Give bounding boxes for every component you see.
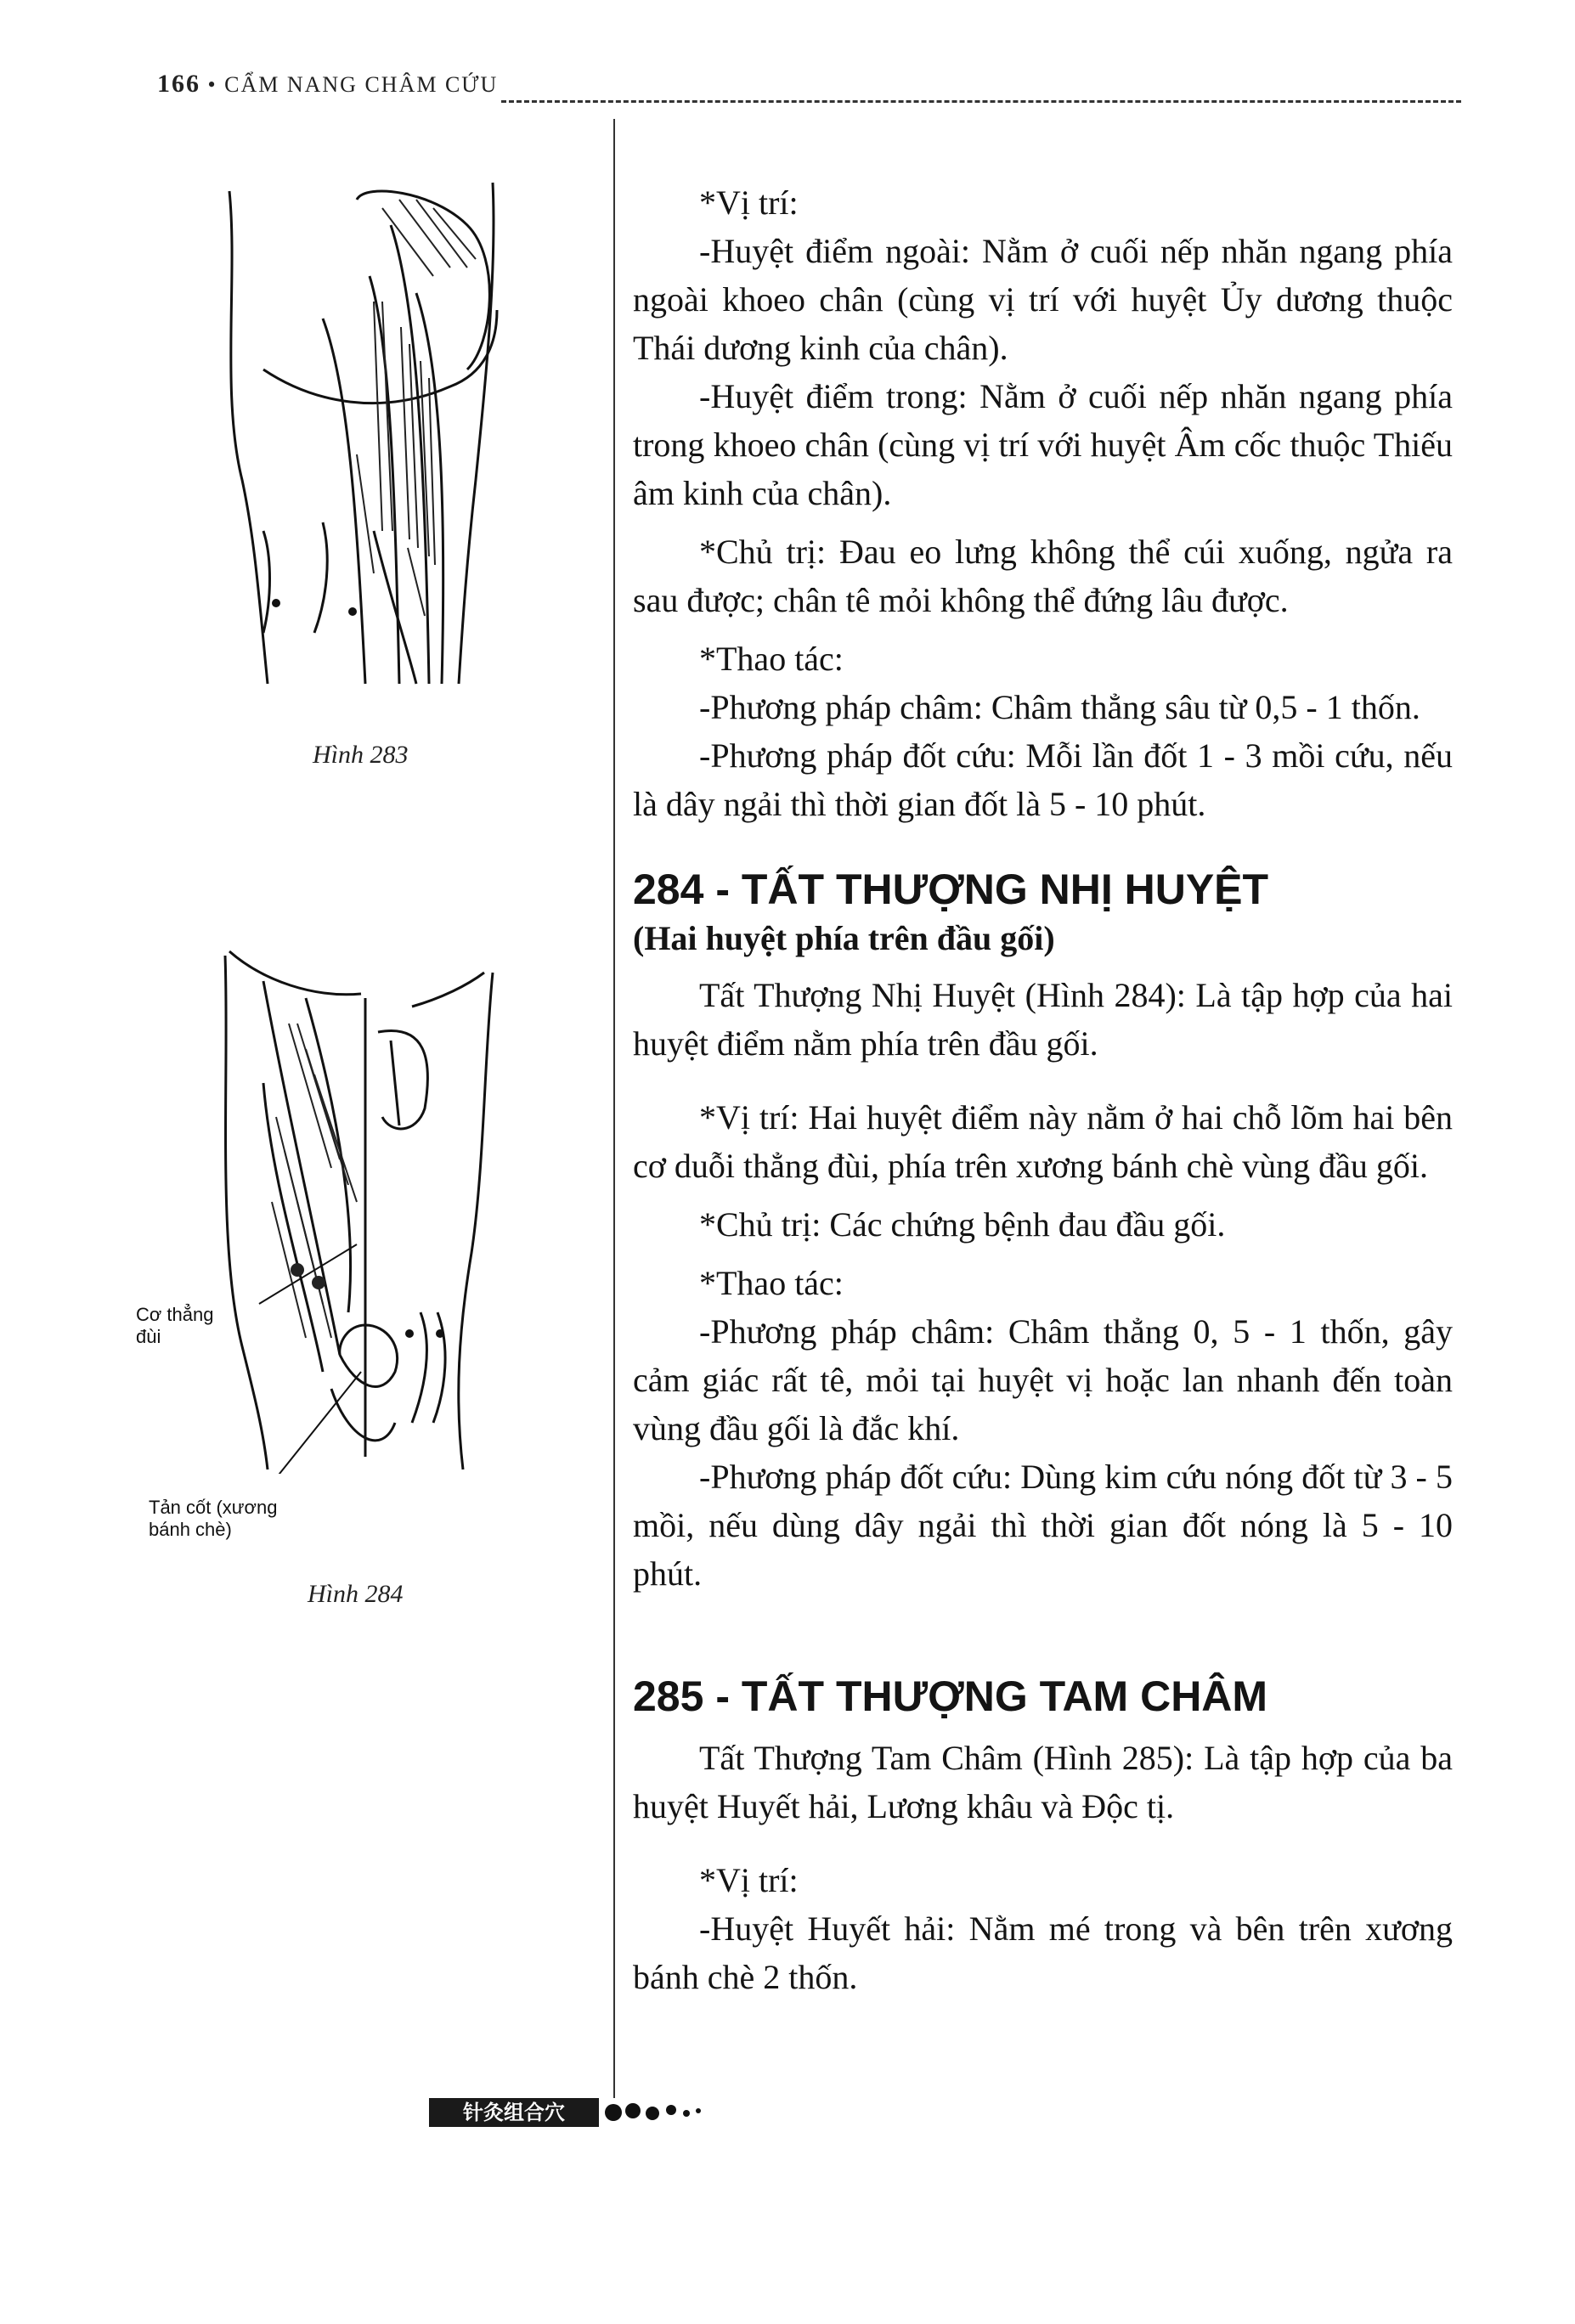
section-284-heading: 284 - TẤT THƯỢNG NHỊ HUYỆT — [633, 866, 1269, 913]
figure-284-label-muscle: Cơ thẳng đùi — [136, 1304, 214, 1347]
paragraph-phuong-phap-dot-cuu: -Phương pháp đốt cứu: Mỗi lần đốt 1 - 3 mồi cứu, nếu là dây ngải thì thời gian đốt là 5 - 10 phút. — [633, 736, 1453, 823]
paragraph-284-thao-tac: *Thao tác: — [699, 1264, 844, 1302]
section-285 — [633, 1669, 1453, 2001]
running-title: • CẨM NANG CHÂM CỨU — [207, 72, 499, 97]
figure-284-caption: Hình 284 — [308, 1580, 404, 1608]
paragraph-284-phuong-phap-dot-cuu: -Phương pháp đốt cứu: Dùng kim cứu nóng đốt từ 3 - 5 mồi, nếu dùng dây ngải thì thời gian đốt nóng là 5 - 10 phút. — [633, 1458, 1453, 1593]
paragraph-huyet-diem-trong: -Huyệt điểm trong: Nằm ở cuối nếp nhăn ngang phía trong khoeo chân (cùng vị trí với huyệt Âm cốc thuộc Thiếu âm kinh của chân). — [633, 377, 1453, 512]
paragraph-285-huyet-hai: -Huyệt Huyết hải: Nằm mé trong và bên trên xương bánh chè 2 thốn. — [633, 1909, 1453, 1996]
figure-283-caption: Hình 283 — [313, 741, 409, 769]
paragraph-284-intro: Tất Thượng Nhị Huyệt (Hình 284): Là tập hợp của hai huyệt điểm nằm phía trên đầu gối. — [633, 976, 1453, 1063]
paragraph-vi-tri: *Vị trí: — [699, 183, 799, 222]
paragraph-huyet-diem-ngoai: -Huyệt điểm ngoài: Nằm ở cuối nếp nhăn ngang phía ngoài khoeo chân (cùng vị trí với huyệt Ủy dương thuộc Thái dương kinh của chân). — [633, 232, 1453, 367]
footer-ornament — [603, 2100, 714, 2125]
page-number: 166 — [157, 70, 200, 98]
section-284-subheading: (Hai huyệt phía trên đầu gối) — [633, 919, 1055, 957]
paragraph-285-intro: Tất Thượng Tam Châm (Hình 285): Là tập hợp của ba huyệt Huyết hải, Lương khâu và Độc tị. — [633, 1739, 1453, 1825]
footer-stamp: 针灸组合穴 — [429, 2098, 599, 2127]
paragraph-284-vi-tri: *Vị trí: Hai huyệt điểm này nằm ở hai chỗ lõm hai bên cơ duỗi thẳng đùi, phía trên xương bánh chè vùng đầu gối. — [633, 1098, 1453, 1185]
column-divider — [613, 119, 615, 2098]
paragraph-phuong-phap-cham: -Phương pháp châm: Châm thẳng sâu từ 0,5 - 1 thốn. — [699, 688, 1420, 726]
paragraph-thao-tac: *Thao tác: — [699, 640, 844, 678]
paragraph-285-vi-tri: *Vị trí: — [699, 1861, 799, 1899]
text-block-top — [633, 178, 1453, 828]
running-header — [157, 70, 498, 99]
paragraph-284-chu-tri: *Chủ trị: Các chứng bệnh đau đầu gối. — [699, 1205, 1226, 1244]
paragraph-284-phuong-phap-cham: -Phương pháp châm: Châm thẳng 0, 5 - 1 thốn, gây cảm giác rất tê, mỏi tại huyệt vị hoặc lan nhanh đến toàn vùng đầu gối là đắc khí. — [633, 1312, 1453, 1447]
figure-283-knee-illustration — [212, 174, 518, 697]
paragraph-chu-tri: *Chủ trị: Đau eo lưng không thể cúi xuống, ngửa ra sau được; chân tê mỏi không thể đứng lâu được. — [633, 533, 1453, 619]
section-285-heading: 285 - TẤT THƯỢNG TAM CHÂM — [633, 1672, 1268, 1720]
figure-284-label-patella: Tản cốt (xương bánh chè) — [149, 1497, 278, 1540]
figure-284-thigh-illustration — [212, 947, 518, 1474]
header-rule — [501, 100, 1461, 103]
section-284 — [633, 862, 1453, 1598]
